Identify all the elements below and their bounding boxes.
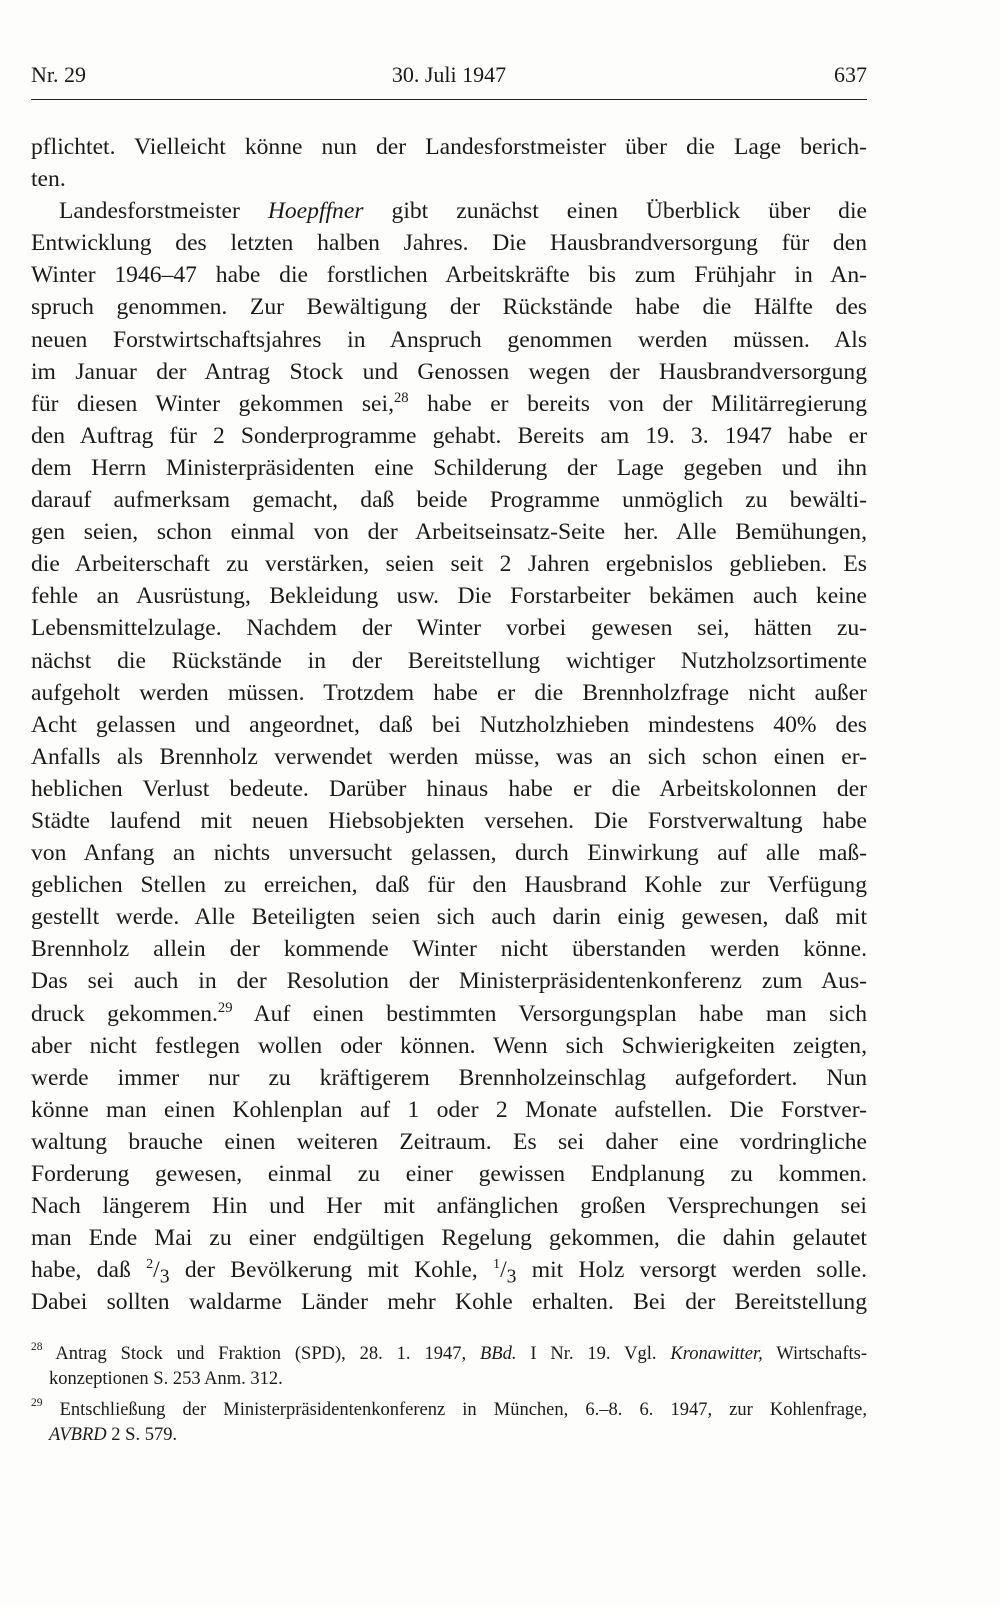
text-line: den Auftrag für 2 Sonderprogramme gehabt. Bereits am 19. 3. 1947 habe er: [31, 422, 867, 449]
text-line: Anfalls als Brennholz verwendet werden müsse, was an sich schon einen er-: [31, 743, 867, 770]
text-line: Entwicklung des letzten halben Jahres. Die Hausbrandversorgung für den: [31, 230, 867, 257]
text-line: spruch genommen. Zur Bewältigung der Rückstände habe die Hälfte des: [31, 294, 867, 321]
text-line: Nach längerem Hin und Her mit anfänglichen großen Versprechungen sei: [31, 1193, 867, 1220]
footnote-ref-29[interactable]: 29: [217, 999, 233, 1016]
text-line: heblichen Verlust bedeute. Darüber hinaus habe er die Arbeitskolonnen der: [31, 775, 867, 802]
fraction-numerator: 2: [146, 1256, 154, 1273]
text-line: Brennholz allein der kommende Winter nicht überstanden werden könne.: [31, 936, 867, 963]
text-line: neuen Forstwirtschaftsjahres in Anspruch genommen werden müssen. Als: [31, 326, 867, 353]
text-line: werde immer nur zu kräftigerem Brennholzeinschlag aufgefordert. Nun: [31, 1064, 867, 1091]
footnotes: [31, 1342, 867, 1454]
text-line: von Anfang an nichts unversucht gelassen, durch Einwirkung auf alle maß-: [31, 840, 867, 867]
text-line: Acht gelassen und angeordnet, daß bei Nutzholzhieben mindestens 40% des: [31, 711, 867, 738]
header-rule: [31, 99, 867, 100]
speaker-name: Hoepffner: [267, 198, 364, 225]
page-number: 637: [834, 62, 867, 87]
body-text: [31, 131, 867, 1318]
text-line: gestellt werde. Alle Beteiligten seien sich auch darin einig gewesen, daß mit: [31, 904, 867, 931]
issue-number: Nr. 29: [31, 62, 86, 87]
text-line: Dabei sollten waldarme Länder mehr Kohle erhalten. Bei der Bereitstellung: [31, 1289, 867, 1316]
text-line: dem Herrn Ministerpräsidenten eine Schilderung der Lage gegeben und ihn: [31, 454, 867, 481]
text-line: geblichen Stellen zu erreichen, daß für den Hausbrand Kohle zur Verfügung: [31, 872, 867, 899]
text-line: fehle an Ausrüstung, Bekleidung usw. Die Forstarbeiter bekämen auch keine: [31, 583, 867, 610]
footnote-number: 29: [31, 1397, 43, 1409]
text-line: habe, daß $^2/_3$ der Bevölkerung mit Kohle, $^1/_3$ mit Holz versorgt werden solle.: [31, 1256, 867, 1288]
text-line: ten.: [31, 166, 66, 193]
footnote-number: 28: [31, 1341, 43, 1353]
text-line: aufgeholt werden müssen. Trotzdem habe er die Brennholzfrage nicht außer: [31, 679, 867, 706]
issue-date: 30. Juli 1947: [391, 62, 507, 87]
text-line: Forderung gewesen, einmal zu einer gewissen Endplanung zu kommen.: [31, 1161, 867, 1187]
text-line: für diesen Winter gekommen sei,$^{28}$ habe er bereits von der Militärregierung: [31, 389, 867, 417]
footnote-29: $^{29}$ Entschließung der Ministerpräsidentenkonferenz in München, 6.–8. 6. 1947, zur Kohlenfrage, AVBRD 2 S. 579.: [31, 1397, 867, 1445]
text-line: Winter 1946–47 habe die forstlichen Arbeitskräfte bis zum Frühjahr in An-: [31, 262, 867, 289]
text-line: waltung brauche einen weiteren Zeitraum. Es sei daher eine vordringliche: [31, 1128, 867, 1155]
text-line: Das sei auch in der Resolution der Ministerpräsidentenkonferenz zum Aus-: [31, 968, 867, 995]
text-line: man Ende Mai zu einer endgültigen Regelung gekommen, die dahin gelautet: [31, 1225, 867, 1252]
fraction-denominator: 3: [159, 1266, 170, 1288]
text-line: im Januar der Antrag Stock und Genossen wegen der Hausbrandversorgung: [31, 358, 867, 385]
text-line: druck gekommen.$^{29}$ Auf einen bestimmten Versorgungsplan habe man sich: [31, 999, 867, 1027]
footnote-ref-28[interactable]: 28: [393, 389, 409, 406]
text-line: Landesforstmeister Hoepffner gibt zunächst einen Überblick über die: [59, 198, 867, 225]
text-line: pflichtet. Vielleicht könne nun der Landesforstmeister über die Lage berich-: [31, 134, 867, 160]
fraction-numerator: 1: [493, 1256, 501, 1273]
text-line: könne man einen Kohlenplan auf 1 oder 2 Monate aufstellen. Die Forstver-: [31, 1096, 867, 1123]
running-header: [31, 62, 867, 96]
text-line: Lebensmittelzulage. Nachdem der Winter vorbei gewesen sei, hätten zu-: [31, 615, 867, 642]
text-line: darauf aufmerksam gemacht, daß beide Programme unmöglich zu bewälti-: [31, 487, 867, 514]
footnote-28: $^{28}$ Antrag Stock und Fraktion (SPD), 28. 1. 1947, BBd. I Nr. 19. Vgl. Kronawitter, Wirtschafts- konzeptionen S. 253 Anm. 312.: [31, 1341, 868, 1389]
text-line: gen seien, schon einmal von der Arbeitseinsatz-Seite her. Alle Bemühungen,: [31, 519, 867, 546]
fraction-denominator: 3: [506, 1266, 517, 1288]
text-line: aber nicht festlegen wollen oder können. Wenn sich Schwierigkeiten zeigten,: [31, 1032, 867, 1059]
text-line: Städte laufend mit neuen Hiebsobjekten versehen. Die Forstverwaltung habe: [31, 807, 867, 834]
text-line: die Arbeiterschaft zu verstärken, seien seit 2 Jahren ergebnislos geblieben. Es: [31, 551, 867, 578]
text-line: nächst die Rückstände in der Bereitstellung wichtiger Nutzholzsortimente: [31, 647, 867, 674]
